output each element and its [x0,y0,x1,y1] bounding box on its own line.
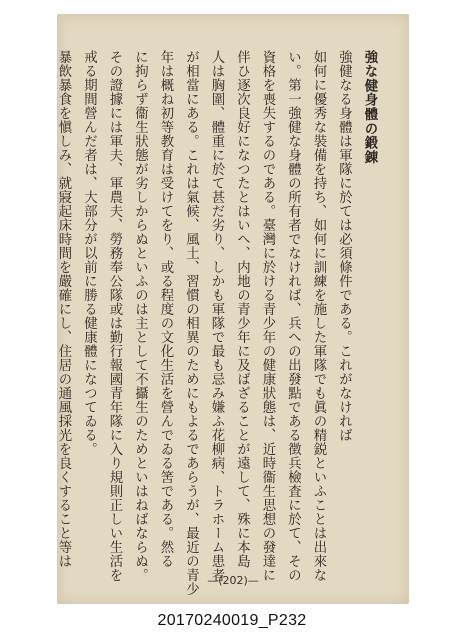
text-line: 年は概ね初等教育は受けてをり、或る程度の文化生活を營んでゐる筈である。然る [158,50,173,568]
image-caption: 20170240019_P232 [157,612,307,629]
text-line: 如何に優秀な裝備を持ち、如何に訓練を施した軍隊でも眞の精鋭といふことは出來な [311,50,326,582]
section-heading: 強な健身體の鍛錬 [362,50,378,165]
text-line: 暴飲暴食を愼しみ、就寢起床時間を嚴確にし、住居の通風採光を良くすること等は [56,50,71,568]
text-line: 人は胸圍、體重に於て甚だ劣り、しかも軍隊で最も忌み嫌ふ花柳病、トラホーム患者 [209,50,224,582]
page-number: —(202)— [207,574,259,587]
text-line: 戒る期間營んだ者は、大部分が以前に勝る健康體になつてゐる。 [81,50,97,456]
text-line: 強健なる身體は軍隊に於ては必須條件である。これがなければ [336,50,352,442]
text-line: 伴ひ逐次良好になつたとはいへ、内地の青少年に及ばざることが遠して、殊に本島 [234,50,250,568]
text-line: その證據には軍夫、軍農夫、勞務奉公隊或は勤行報國青年隊に入り規則正しい生活を [107,50,122,582]
text-line: い。第一強健な身體の所有者でなければ、兵への出發點である徴兵檢査に於て、その [285,50,301,582]
text-line: が相當にある。これは氣候、風土、習慣の相異のためにもよるであらうが、最近の青少 [183,50,199,596]
text-line: に拘らず衞生狀態が劣しからぬといふのは主として不攝生のためといはねばならぬ。 [132,50,148,582]
book-page [57,14,409,604]
text-line: 資格を喪失するのである。臺灣に於ける青少年の健康狀態は、近時衞生思想の發達に [260,50,275,582]
